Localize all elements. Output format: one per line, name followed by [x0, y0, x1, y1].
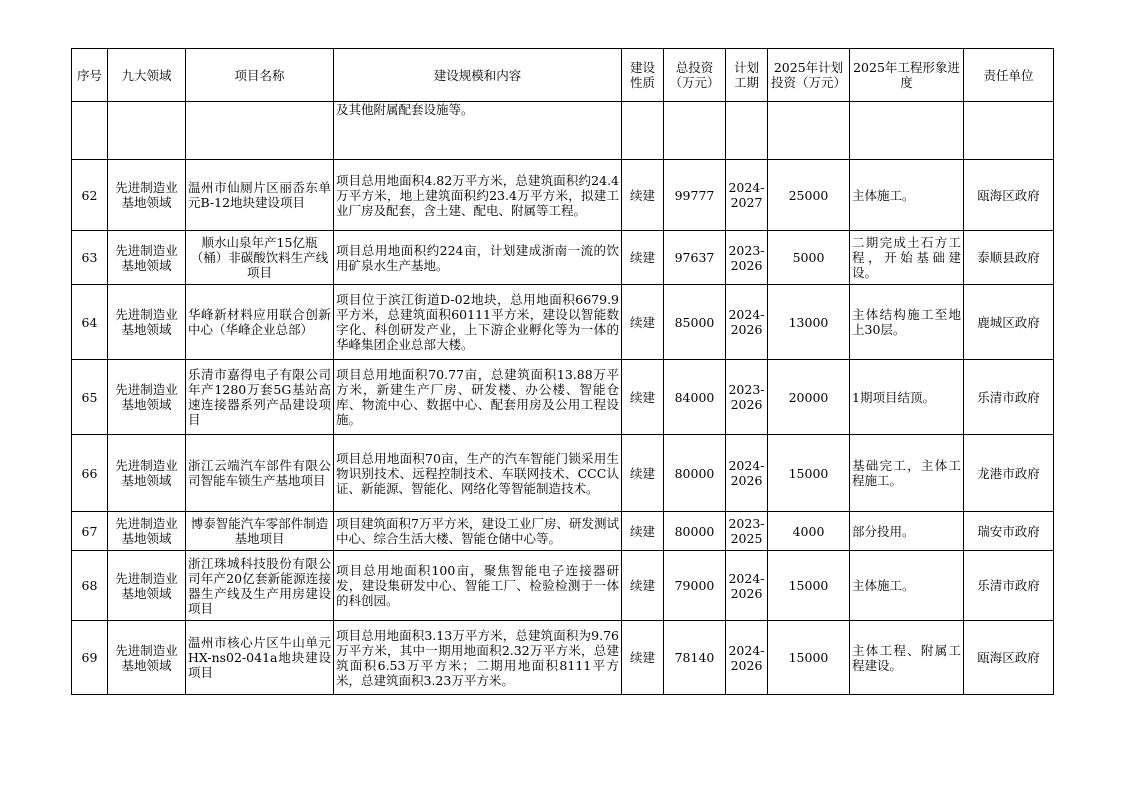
table-row: [72, 285, 1054, 360]
cell-content: 项目总用地面积70.77亩，总建筑面积13.88万平方米，新建生产厂房、研发楼、办公楼、智能仓库、物流中心、数据中心、配套用房及公用工程设施。: [334, 360, 622, 435]
cell-content: 项目总用地面积4.82万平方米，总建筑面积约24.4万平方米，地上建筑面积约23.4万平方米，拟建工业厂房及配套，含土建、配电、附属等工程。: [334, 160, 622, 231]
cell-invest: 79000: [664, 551, 726, 621]
cell-period: 2023-2026: [726, 360, 768, 435]
cell-field: 先进制造业基地领域: [108, 160, 186, 231]
table-row: [72, 435, 1054, 512]
cell-field: 先进制造业基地领域: [108, 621, 186, 695]
cell-field: 先进制造业基地领域: [108, 551, 186, 621]
cell-nature: 续建: [622, 285, 664, 360]
cell-content: 项目建筑面积7万平方米，建设工业厂房、研发测试中心、综合生活大楼、智能仓储中心等。: [334, 512, 622, 551]
cell-invest: 85000: [664, 285, 726, 360]
cell-field: 先进制造业基地领域: [108, 512, 186, 551]
header-content: 建设规模和内容: [334, 49, 622, 102]
cell-progress: 主体施工。: [850, 551, 964, 621]
table-row: [72, 621, 1054, 695]
cell-seq: 62: [72, 160, 108, 231]
cell-name: 浙江珠城科技股份有限公司年产20亿套新能源连接器生产线及生产用房建设项目: [186, 551, 334, 621]
cell-nature: 续建: [622, 360, 664, 435]
cell-name: 乐清市嘉得电子有限公司年产1280万套5G基站高速连接器系列产品建设项目: [186, 360, 334, 435]
cell-progress: 主体工程、附属工程建设。: [850, 621, 964, 695]
cell-unit: 瓯海区政府: [964, 160, 1054, 231]
carry-over-row: [72, 102, 1054, 160]
cell-nature: 续建: [622, 435, 664, 512]
cell-progress: 主体施工。: [850, 160, 964, 231]
cell-period: 2024-2026: [726, 285, 768, 360]
table-row: [72, 360, 1054, 435]
cell-seq: 69: [72, 621, 108, 695]
cell-invest2025: 5000: [768, 231, 850, 285]
cell-unit: 泰顺县政府: [964, 231, 1054, 285]
table-row: [72, 160, 1054, 231]
table-row: [72, 231, 1054, 285]
header-nature: 建设性质: [622, 49, 664, 102]
cell-invest2025: 15000: [768, 551, 850, 621]
cell-unit: 鹿城区政府: [964, 285, 1054, 360]
cell-seq: 65: [72, 360, 108, 435]
cell-nature: 续建: [622, 231, 664, 285]
cell-nature: 续建: [622, 160, 664, 231]
table-row: [72, 551, 1054, 621]
cell-nature: 续建: [622, 621, 664, 695]
cell-content: 项目总用地面积100亩，聚焦智能电子连接器研发，建设集研发中心、智能工厂、检验检测于一体的科创园。: [334, 551, 622, 621]
cell-progress: 1期项目结顶。: [850, 360, 964, 435]
cell-nature: 续建: [622, 512, 664, 551]
cell-period: 2023-2026: [726, 231, 768, 285]
header-row: [72, 49, 1054, 102]
cell-field: 先进制造业基地领域: [108, 435, 186, 512]
cell-seq: 66: [72, 435, 108, 512]
cell-unit: 乐清市政府: [964, 360, 1054, 435]
cell-name: 温州市仙厕片区丽岙东单元B-12地块建设项目: [186, 160, 334, 231]
cell-seq: 67: [72, 512, 108, 551]
cell-progress: 主体结构施工至地上30层。: [850, 285, 964, 360]
cell-field: 先进制造业基地领域: [108, 231, 186, 285]
cell-period: 2024-2026: [726, 551, 768, 621]
cell-invest2025: 15000: [768, 435, 850, 512]
table-row: [72, 512, 1054, 551]
cell-seq: 64: [72, 285, 108, 360]
cell-content: 项目总用地面积3.13万平方米，总建筑面积为9.76万平方米，其中一期用地面积2.32万平方米，总建筑面积6.53万平方米；二期用地面积8111平方米，总建筑面积3.23万平方米。: [334, 621, 622, 695]
cell-name: 博泰智能汽车零部件制造基地项目: [186, 512, 334, 551]
cell-unit: 龙港市政府: [964, 435, 1054, 512]
cell-name: 华峰新材料应用联合创新中心（华峰企业总部）: [186, 285, 334, 360]
cell-nature: 续建: [622, 551, 664, 621]
project-table: [71, 48, 1054, 695]
header-unit: 责任单位: [964, 49, 1054, 102]
cell-invest: 80000: [664, 512, 726, 551]
cell-unit: 瑞安市政府: [964, 512, 1054, 551]
cell-content: 项目总用地面积70亩，生产的汽车智能门锁采用生物识别技术、远程控制技术、车联网技术、CCC认证、新能源、智能化、网络化等智能制造技术。: [334, 435, 622, 512]
cell-progress: 部分投用。: [850, 512, 964, 551]
cell-invest2025: 4000: [768, 512, 850, 551]
cell-name: 顺水山泉年产15亿瓶（桶）非碳酸饮料生产线项目: [186, 231, 334, 285]
cell-invest2025: 25000: [768, 160, 850, 231]
header-name: 项目名称: [186, 49, 334, 102]
cell-seq: 68: [72, 551, 108, 621]
header-period: 计划工期: [726, 49, 768, 102]
cell-invest: 80000: [664, 435, 726, 512]
cell-unit: 瓯海区政府: [964, 621, 1054, 695]
cell-period: 2024-2026: [726, 621, 768, 695]
cell-invest2025: 15000: [768, 621, 850, 695]
cell-invest2025: 13000: [768, 285, 850, 360]
cell-field: 先进制造业基地领域: [108, 285, 186, 360]
cell-progress: 基础完工，主体工程施工。: [850, 435, 964, 512]
cell-unit: 乐清市政府: [964, 551, 1054, 621]
cell-progress: 二期完成土石方工程，开始基础建设。: [850, 231, 964, 285]
cell-content: 项目位于滨江街道D-02地块，总用地面积6679.9平方米，总建筑面积60111平方米，建设以智能数字化、科创研发产业，上下游企业孵化等为一体的华峰集团企业总部大楼。: [334, 285, 622, 360]
cell-invest: 97637: [664, 231, 726, 285]
header-field: 九大领域: [108, 49, 186, 102]
cell-name: 温州市核心片区牛山单元HX-ns02-041a地块建设项目: [186, 621, 334, 695]
header-invest: 总投资（万元）: [664, 49, 726, 102]
cell-period: 2023-2025: [726, 512, 768, 551]
carry-over-content: 及其他附属配套设施等。: [334, 102, 622, 160]
header-progress: 2025年工程形象进度: [850, 49, 964, 102]
cell-invest2025: 20000: [768, 360, 850, 435]
cell-field: 先进制造业基地领域: [108, 360, 186, 435]
cell-seq: 63: [72, 231, 108, 285]
cell-content: 项目总用地面积约224亩，计划建成浙南一流的饮用矿泉水生产基地。: [334, 231, 622, 285]
cell-invest: 99777: [664, 160, 726, 231]
cell-period: 2024-2027: [726, 160, 768, 231]
header-seq: 序号: [72, 49, 108, 102]
cell-invest: 84000: [664, 360, 726, 435]
cell-period: 2024-2026: [726, 435, 768, 512]
header-invest2025: 2025年计划投资（万元）: [768, 49, 850, 102]
cell-name: 浙江云端汽车部件有限公司智能车锁生产基地项目: [186, 435, 334, 512]
cell-invest: 78140: [664, 621, 726, 695]
